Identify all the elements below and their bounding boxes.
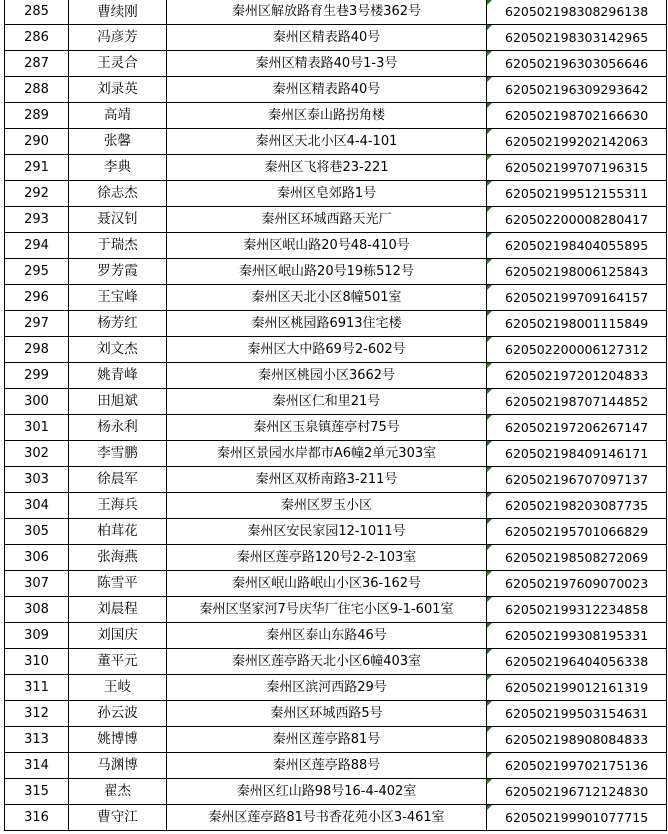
table-row — [5, 701, 667, 727]
row-number-cell[interactable]: 294 — [5, 233, 69, 259]
row-number-cell[interactable]: 285 — [5, 0, 69, 25]
address-cell[interactable]: 秦州区罗玉小区 — [167, 493, 487, 519]
id-number-cell[interactable]: 620502199308195331 — [487, 623, 667, 649]
row-number-cell[interactable]: 292 — [5, 181, 69, 207]
table-row — [5, 207, 667, 233]
address-cell[interactable]: 秦州区天北小区8幢501室 — [167, 285, 487, 311]
table-row — [5, 415, 667, 441]
id-number-cell[interactable]: 620502199702175136 — [487, 753, 667, 779]
id-number-cell[interactable]: 620502198409146171 — [487, 441, 667, 467]
address-cell[interactable]: 秦州区泰山东路46号 — [167, 623, 487, 649]
id-number-cell[interactable]: 620502200006127312 — [487, 337, 667, 363]
row-number-cell[interactable]: 304 — [5, 493, 69, 519]
table-row — [5, 493, 667, 519]
id-number-cell[interactable]: 620502199901077715 — [487, 805, 667, 831]
table-row — [5, 675, 667, 701]
row-number-cell[interactable]: 290 — [5, 129, 69, 155]
address-cell[interactable]: 秦州区双桥南路3-211号 — [167, 467, 487, 493]
row-number-cell[interactable]: 315 — [5, 779, 69, 805]
name-cell[interactable]: 于瑞杰 — [69, 233, 167, 259]
name-cell[interactable]: 李雪鹏 — [69, 441, 167, 467]
name-cell[interactable]: 翟杰 — [69, 779, 167, 805]
table-row — [5, 727, 667, 753]
row-number-cell[interactable]: 289 — [5, 103, 69, 129]
table-row — [5, 597, 667, 623]
address-cell[interactable]: 秦州区精表路40号1-3号 — [167, 51, 487, 77]
name-cell[interactable]: 杨永利 — [69, 415, 167, 441]
id-number-cell[interactable]: 620502197206267147 — [487, 415, 667, 441]
table-row — [5, 649, 667, 675]
name-cell[interactable]: 冯彦芳 — [69, 25, 167, 51]
address-cell[interactable]: 秦州区仁和里21号 — [167, 389, 487, 415]
table-row — [5, 545, 667, 571]
table-row — [5, 779, 667, 805]
table-row — [5, 259, 667, 285]
row-number-cell[interactable]: 312 — [5, 701, 69, 727]
table-row — [5, 233, 667, 259]
name-cell[interactable]: 高靖 — [69, 103, 167, 129]
id-number-cell[interactable]: 620502198303142965 — [487, 25, 667, 51]
address-cell[interactable]: 秦州区精表路40号 — [167, 25, 487, 51]
table-row — [5, 519, 667, 545]
id-number-cell[interactable]: 620502199707196315 — [487, 155, 667, 181]
address-cell[interactable]: 秦州区天北小区4-4-101 — [167, 129, 487, 155]
row-number-cell[interactable]: 305 — [5, 519, 69, 545]
name-cell[interactable]: 王宝峰 — [69, 285, 167, 311]
address-cell[interactable]: 秦州区莲亭路88号 — [167, 753, 487, 779]
id-number-cell[interactable]: 620502198006125843 — [487, 259, 667, 285]
address-cell[interactable]: 秦州区飞将巷23-221 — [167, 155, 487, 181]
table-row — [5, 51, 667, 77]
name-cell[interactable]: 刘录英 — [69, 77, 167, 103]
table-row — [5, 155, 667, 181]
table-row — [5, 129, 667, 155]
id-number-cell[interactable]: 620502198702166630 — [487, 103, 667, 129]
id-number-cell[interactable]: 620502199012161319 — [487, 675, 667, 701]
id-number-cell[interactable]: 620502198404055895 — [487, 233, 667, 259]
address-cell[interactable]: 秦州区景园水岸都市A6幢2单元303室 — [167, 441, 487, 467]
row-number-cell[interactable]: 301 — [5, 415, 69, 441]
name-cell[interactable]: 柏茸花 — [69, 519, 167, 545]
row-number-cell[interactable]: 313 — [5, 727, 69, 753]
address-cell[interactable]: 秦州区坚家河7号庆华厂住宅小区9-1-601室 — [167, 597, 487, 623]
table-row — [5, 623, 667, 649]
address-cell[interactable]: 秦州区莲亭路天北小区6幢403室 — [167, 649, 487, 675]
row-number-cell[interactable]: 296 — [5, 285, 69, 311]
address-cell[interactable]: 秦州区皂郊路1号 — [167, 181, 487, 207]
table-row — [5, 311, 667, 337]
row-number-cell[interactable]: 288 — [5, 77, 69, 103]
id-number-cell[interactable]: 620502197201204833 — [487, 363, 667, 389]
row-number-cell[interactable]: 310 — [5, 649, 69, 675]
row-number-cell[interactable]: 307 — [5, 571, 69, 597]
table-row — [5, 467, 667, 493]
name-cell[interactable]: 姚博博 — [69, 727, 167, 753]
id-number-cell[interactable]: 620502199512155311 — [487, 181, 667, 207]
row-number-cell[interactable]: 287 — [5, 51, 69, 77]
id-number-cell[interactable]: 620502200008280417 — [487, 207, 667, 233]
row-number-cell[interactable]: 298 — [5, 337, 69, 363]
name-cell[interactable]: 聂汉钊 — [69, 207, 167, 233]
name-cell[interactable]: 刘文杰 — [69, 337, 167, 363]
table-row — [5, 181, 667, 207]
address-cell[interactable]: 秦州区桃园路6913住宅楼 — [167, 311, 487, 337]
id-number-cell[interactable]: 620502196309293642 — [487, 77, 667, 103]
address-cell[interactable]: 秦州区解放路育生巷3号楼362号 — [167, 0, 487, 25]
table-row — [5, 363, 667, 389]
name-cell[interactable]: 曹续刚 — [69, 0, 167, 25]
id-number-cell[interactable]: 620502196707097137 — [487, 467, 667, 493]
address-cell[interactable]: 秦州区桃园小区3662号 — [167, 363, 487, 389]
id-number-cell[interactable]: 620502198707144852 — [487, 389, 667, 415]
row-number-cell[interactable]: 314 — [5, 753, 69, 779]
row-number-cell[interactable]: 316 — [5, 805, 69, 831]
address-cell[interactable]: 秦州区莲亭路81号书香花苑小区3-461室 — [167, 805, 487, 831]
address-cell[interactable]: 秦州区滨河西路29号 — [167, 675, 487, 701]
address-cell[interactable]: 秦州区泰山路拐角楼 — [167, 103, 487, 129]
address-cell[interactable]: 秦州区岷山路岷山小区36-162号 — [167, 571, 487, 597]
name-cell[interactable]: 王灵合 — [69, 51, 167, 77]
address-cell[interactable]: 秦州区莲亭路81号 — [167, 727, 487, 753]
address-cell[interactable]: 秦州区岷山路20号19栋512号 — [167, 259, 487, 285]
table-row — [5, 103, 667, 129]
row-number-cell[interactable]: 308 — [5, 597, 69, 623]
id-number-cell[interactable]: 620502198908084833 — [487, 727, 667, 753]
row-number-cell[interactable]: 311 — [5, 675, 69, 701]
row-number-cell[interactable]: 293 — [5, 207, 69, 233]
table-row — [5, 285, 667, 311]
row-number-cell[interactable]: 299 — [5, 363, 69, 389]
row-number-cell[interactable]: 291 — [5, 155, 69, 181]
address-cell[interactable]: 秦州区莲亭路120号2-2-103室 — [167, 545, 487, 571]
name-cell[interactable]: 杨芳红 — [69, 311, 167, 337]
id-number-cell[interactable]: 620502198508272069 — [487, 545, 667, 571]
name-cell[interactable]: 孙云波 — [69, 701, 167, 727]
id-number-cell[interactable]: 620502199503154631 — [487, 701, 667, 727]
row-number-cell[interactable]: 309 — [5, 623, 69, 649]
row-number-cell[interactable]: 295 — [5, 259, 69, 285]
name-cell[interactable]: 陈雪平 — [69, 571, 167, 597]
table-row — [5, 805, 667, 831]
table-row — [5, 337, 667, 363]
table-row — [5, 753, 667, 779]
id-number-cell[interactable]: 620502198203087735 — [487, 493, 667, 519]
id-number-cell[interactable]: 620502196303056646 — [487, 51, 667, 77]
id-number-cell[interactable]: 620502196404056338 — [487, 649, 667, 675]
records-table-body — [5, 0, 667, 831]
row-number-cell[interactable]: 297 — [5, 311, 69, 337]
name-cell[interactable]: 罗芳霞 — [69, 259, 167, 285]
name-cell[interactable]: 李典 — [69, 155, 167, 181]
address-cell[interactable]: 秦州区环城西路天光厂 — [167, 207, 487, 233]
table-row — [5, 0, 667, 25]
address-cell[interactable]: 秦州区安民家园12-1011号 — [167, 519, 487, 545]
row-number-cell[interactable]: 306 — [5, 545, 69, 571]
table-row — [5, 441, 667, 467]
name-cell[interactable]: 徐志杰 — [69, 181, 167, 207]
address-cell[interactable]: 秦州区红山路98号16-4-402室 — [167, 779, 487, 805]
id-number-cell[interactable]: 620502196712124830 — [487, 779, 667, 805]
address-cell[interactable]: 秦州区环城西路5号 — [167, 701, 487, 727]
row-number-cell[interactable]: 300 — [5, 389, 69, 415]
name-cell[interactable]: 姚青峰 — [69, 363, 167, 389]
address-cell[interactable]: 秦州区大中路69号2-602号 — [167, 337, 487, 363]
address-cell[interactable]: 秦州区岷山路20号48-410号 — [167, 233, 487, 259]
records-table — [4, 0, 667, 831]
name-cell[interactable]: 王海兵 — [69, 493, 167, 519]
id-number-cell[interactable]: 620502199202142063 — [487, 129, 667, 155]
id-number-cell[interactable]: 620502195701066829 — [487, 519, 667, 545]
name-cell[interactable]: 田旭斌 — [69, 389, 167, 415]
name-cell[interactable]: 张海燕 — [69, 545, 167, 571]
name-cell[interactable]: 徐晨军 — [69, 467, 167, 493]
name-cell[interactable]: 刘晨程 — [69, 597, 167, 623]
id-number-cell[interactable]: 620502199709164157 — [487, 285, 667, 311]
address-cell[interactable]: 秦州区玉泉镇莲亭村75号 — [167, 415, 487, 441]
row-number-cell[interactable]: 302 — [5, 441, 69, 467]
name-cell[interactable]: 曹守江 — [69, 805, 167, 831]
id-number-cell[interactable]: 620502198001115849 — [487, 311, 667, 337]
id-number-cell[interactable]: 620502199312234858 — [487, 597, 667, 623]
table-row — [5, 571, 667, 597]
row-number-cell[interactable]: 286 — [5, 25, 69, 51]
address-cell[interactable]: 秦州区精表路40号 — [167, 77, 487, 103]
id-number-cell[interactable]: 620502197609070023 — [487, 571, 667, 597]
id-number-cell[interactable]: 620502198308296138 — [487, 0, 667, 25]
name-cell[interactable]: 张馨 — [69, 129, 167, 155]
table-row — [5, 77, 667, 103]
row-number-cell[interactable]: 303 — [5, 467, 69, 493]
name-cell[interactable]: 王岐 — [69, 675, 167, 701]
name-cell[interactable]: 董平元 — [69, 649, 167, 675]
table-row — [5, 389, 667, 415]
name-cell[interactable]: 马渊博 — [69, 753, 167, 779]
table-row — [5, 25, 667, 51]
name-cell[interactable]: 刘国庆 — [69, 623, 167, 649]
